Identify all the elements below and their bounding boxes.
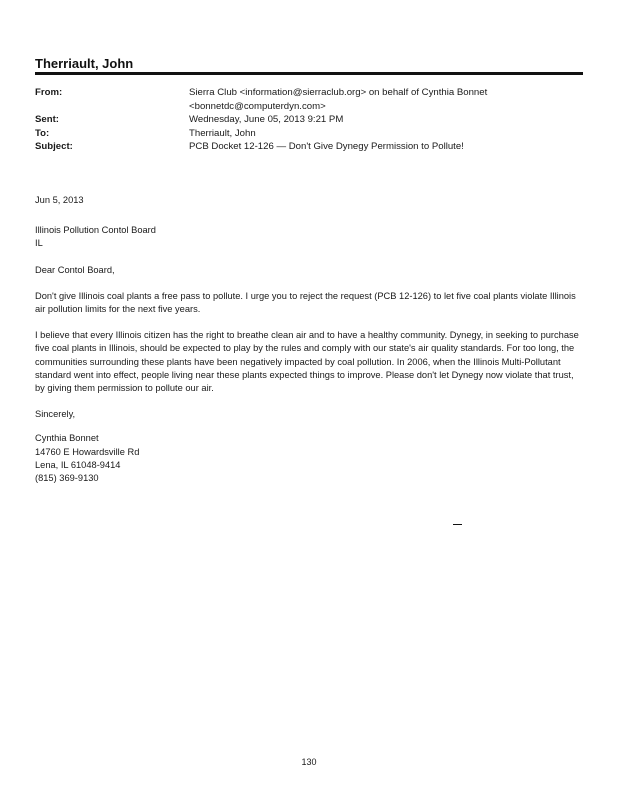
letter-date: Jun 5, 2013 bbox=[35, 195, 84, 205]
subject-value: PCB Docket 12-126 — Don't Give Dynegy Permission to Pollute! bbox=[189, 141, 464, 152]
closing: Sincerely, bbox=[35, 409, 76, 420]
letter-body bbox=[35, 194, 580, 485]
from-email-value: <bonnetdc@computerdyn.com> bbox=[189, 100, 326, 112]
to-label: To: bbox=[35, 127, 50, 139]
from-cont-label bbox=[35, 100, 189, 114]
signature-phone: (815) 369-9130 bbox=[35, 473, 99, 484]
to-value: Therriault, John bbox=[189, 127, 256, 139]
recipient-line-2: IL bbox=[35, 238, 43, 249]
from-value: Sierra Club <information@sierraclub.org> on behalf of Cynthia Bonnet bbox=[189, 87, 488, 98]
signature-address-1: 14760 E Howardsville Rd bbox=[35, 446, 140, 457]
salutation: Dear Contol Board, bbox=[35, 264, 115, 275]
mailbox-owner-name: Therriault, John bbox=[35, 56, 134, 71]
header-divider bbox=[35, 72, 583, 75]
signature-name: Cynthia Bonnet bbox=[35, 433, 99, 444]
paragraph-2: I believe that every Illinois citizen has the right to breathe clean air and to have a healthy community. Dynegy, in seeking to purchase five coal plants in Illinois, should be expected to play by the rules and comply with our state's air quality standards. For too long, the communities surrounding these plants have been negatively impacted by coal pollution. In 2006, when the Illinois Multi-Pollutant standard went into effect, people living near these plants expected things to improve. Please don't let Dynegy now violate that trust, by giving them permission to pollute our air. bbox=[35, 330, 579, 394]
signature-address-2: Lena, IL 61048-9414 bbox=[35, 459, 121, 470]
sent-label: Sent: bbox=[35, 114, 59, 125]
email-header-fields bbox=[35, 86, 549, 154]
header-row-from bbox=[35, 86, 549, 100]
header-row-from-cont bbox=[35, 100, 549, 114]
header-row-sent bbox=[35, 113, 549, 127]
header-row-subject bbox=[35, 140, 549, 154]
subject-label: Subject: bbox=[35, 141, 73, 152]
paragraph-1: Don't give Illinois coal plants a free pass to pollute. I urge you to reject the request (PCB 12-126) to let five coal plants violate Illinois air pollution limits for the next five years. bbox=[35, 290, 576, 315]
sent-value: Wednesday, June 05, 2013 9:21 PM bbox=[189, 114, 344, 125]
from-label: From: bbox=[35, 87, 63, 98]
stray-mark bbox=[453, 524, 462, 525]
page-number: 130 bbox=[301, 757, 317, 767]
recipient-line-1: Illinois Pollution Contol Board bbox=[35, 225, 156, 236]
header-row-to bbox=[35, 127, 549, 141]
